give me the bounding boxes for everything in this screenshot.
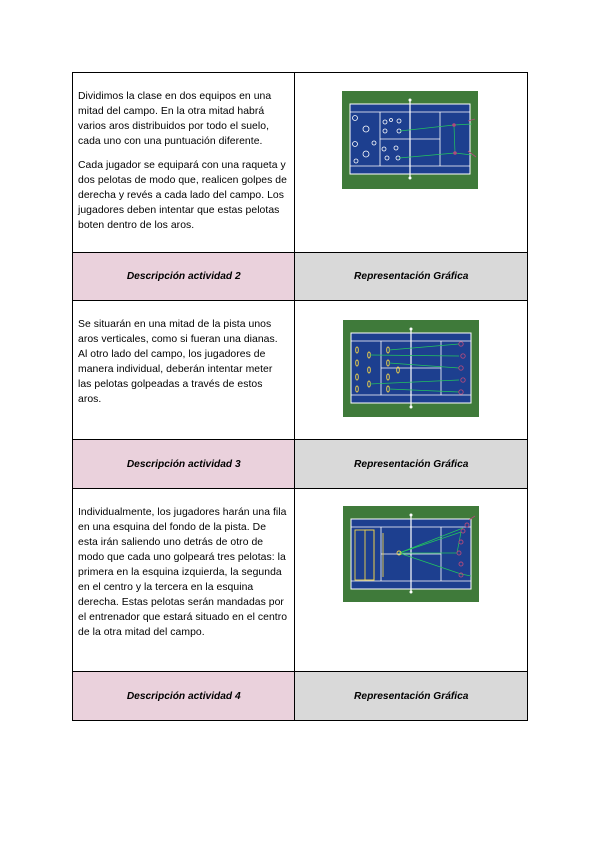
activity-4-header-row	[73, 672, 528, 721]
activities-table	[72, 72, 528, 721]
activity-2-description	[73, 301, 295, 440]
activity-3-description-header: Descripción actividad 3	[73, 440, 295, 489]
activity-2-graphic-cell	[295, 301, 528, 440]
tennis-court-diagram-icon	[342, 91, 478, 189]
activity-3-paragraph-1: Individualmente, los jugadores harán una fila en una esquina del fondo de la pista. De esta irán saliendo uno detrás de otro de modo que cada uno golpeará tres pelotas: la primera en la esquina izquierda, la segunda en el centro y la tercera en la esquina derecha. Estas pelotas serán mandadas por el entrenador que estará situado en el centro de la otra mitad del campo.	[78, 507, 288, 638]
activity-1-description	[73, 73, 295, 253]
activity-4-graphic-header: Representación Gráfica	[295, 672, 528, 721]
activity-3-graphic-header: Representación Gráfica	[295, 440, 528, 489]
activity-4-description-header: Descripción actividad 4	[73, 672, 295, 721]
activity-1-row	[73, 73, 528, 253]
activity-2-row	[73, 301, 528, 440]
activity-3-header-row	[73, 440, 528, 489]
activity-3-graphic-cell	[295, 489, 528, 672]
activity-1-paragraph-1: Dividimos la clase en dos equipos en una mitad del campo. En la otra mitad habrá varios aros distribuidos por todo el suelo, cada uno con una puntuación diferente.	[78, 91, 272, 147]
activity-2-description-header: Descripción actividad 2	[73, 253, 295, 301]
activity-2-paragraph-1: Se situarán en una mitad de la pista unos aros verticales, como si fueran una dianas. Al otro lado del campo, los jugadores de manera individual, deberán intentar meter las pelotas golpeadas a través de estos aros.	[78, 319, 278, 405]
activity-2-graphic-header: Representación Gráfica	[295, 253, 528, 301]
activity-3-description	[73, 489, 295, 672]
activity-2-header-row	[73, 253, 528, 301]
activity-1-paragraph-2: Cada jugador se equipará con una raqueta y dos pelotas de modo que, realicen golpes de derecha y revés a cada lado del campo. Los jugadores deben intentar que estas pelotas boten dentro de los aros.	[78, 160, 287, 231]
activity-1-graphic-cell	[295, 73, 528, 253]
tennis-court-diagram-icon	[343, 320, 479, 417]
tennis-court-diagram-icon	[343, 506, 479, 602]
activity-3-row	[73, 489, 528, 672]
